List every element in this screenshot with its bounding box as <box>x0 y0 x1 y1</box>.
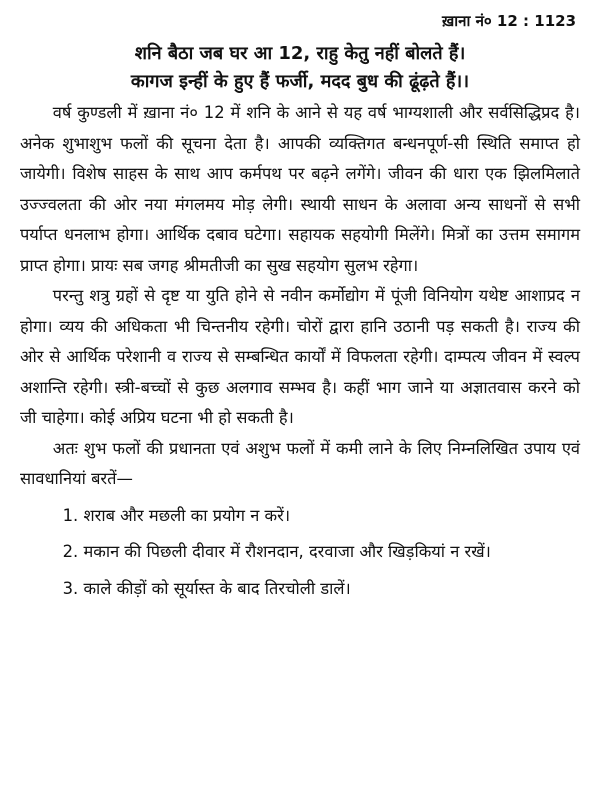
remedy-item-1: 1. शराब और मछली का प्रयोग न करें। <box>62 505 291 525</box>
page-header <box>20 10 580 32</box>
remedy-item-3: 3. काले कीड़ों को सूर्यास्त के बाद तिरचोली डालें। <box>62 578 351 598</box>
paragraph-1: वर्ष कुण्डली में ख़ाना नं० 12 में शनि के आने से यह वर्ष भाग्यशाली और सर्वसिद्धिप्रद है। अनेक शुभाशुभ फलों की सूचना देता है। आपकी व्यक्तिगत बन्धनपूर्ण-सी स्थिति समाप्त हो जायेगी। विशेष साहस के साथ आप कर्मपथ पर बढ़ने लगेंगे। जीवन की धारा एक झिलमिलाते उज्ज्वलता की ओर नया मंगलमय मोड़ लेगी। स्थायी साधन के अलावा अन्य साधनों से सभी पर्याप्त धनलाभ होगा। आर्थिक दबाव घटेगा। सहायक सहयोगी मिलेंगे। मित्रों का उत्तम समागम प्राप्त होगा। प्रायः सब जगह श्रीमतीजी का सुख सहयोग सुलभ रहेगा। <box>20 103 580 275</box>
paragraph-3: अतः शुभ फलों की प्रधानता एवं अशुभ फलों में कमी लाने के लिए निम्नलिखित उपाय एवं सावधानियां बरतें— <box>20 438 580 488</box>
paragraph-2: परन्तु शत्रु ग्रहों से दृष्ट या युति होने से नवीन कर्मोद्योग में पूंजी विनियोग यथेष्ट आशाप्रद न होगा। व्यय की अधिकता भी चिन्तनीय रहेगी। चोरों द्वारा हानि उठानी पड़ सकती है। राज्य की ओर से आर्थिक परेशानी व राज्य से सम्बन्धित कार्यों में विफलता रहेगी। दाम्पत्य जीवन में स्वल्प अशान्ति रहेगी। स्त्री-बच्चों से कुछ अलगाव सम्भव है। कहीं भाग जाने या अज्ञातवास करने को जी चाहेगा। कोई अप्रिय घटना भी हो सकती है। <box>20 286 580 427</box>
verse-line-1: शनि बैठा जब घर आ 12, राहु केतु नहीं बोलते हैं। <box>134 43 466 64</box>
body-text <box>20 98 580 604</box>
remedy-item-2: 2. मकान की पिछली दीवार में रौशनदान, दरवाजा और खिड़कियां न रखें। <box>62 542 491 561</box>
house-number-label: ख़ाना नं० 12 : 1123 <box>442 12 576 30</box>
verse-block <box>20 40 580 96</box>
verse-line-2: कागज इन्हीं के हुए हैं फर्जी, मदद बुध की ढूंढ़ते हैं।। <box>130 71 470 92</box>
